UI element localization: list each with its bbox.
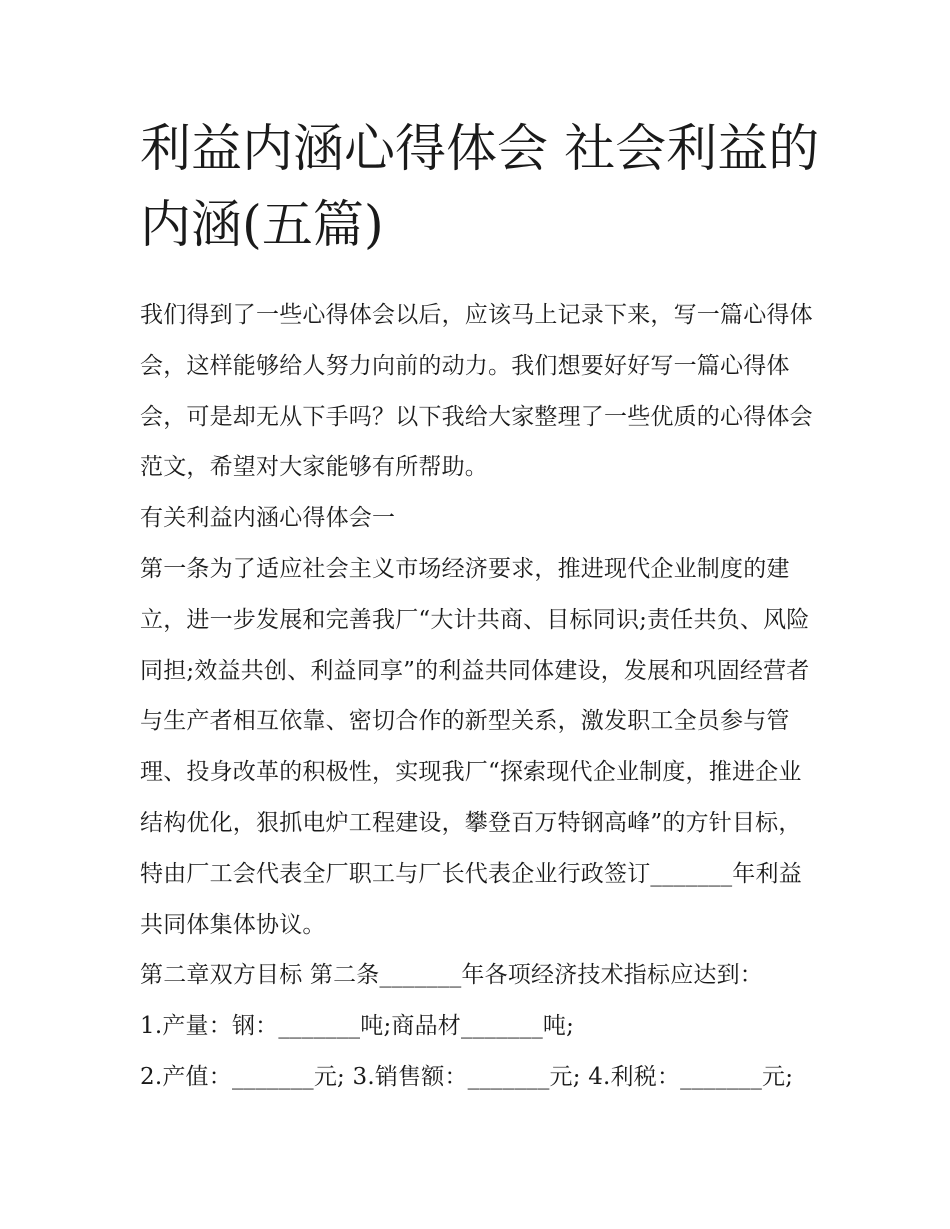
section-heading: 有关利益内涵心得体会一 [140, 505, 396, 532]
document-body [140, 112, 820, 1103]
value-targets-line: 2.产值：_______元; 3.销售额：_______元; 4.利税：_______元; [140, 1063, 794, 1090]
production-targets-line: 1.产量：钢：_______吨;商品材_______吨; [140, 1013, 575, 1040]
chapter-two-paragraph: 第二章双方目标 第二条_______年各项经济技术指标应达到： [140, 962, 764, 989]
intro-paragraph: 我们得到了一些心得体会以后，应该马上记录下来，写一篇心得体会，这样能够给人努力向前的动力。我们想要好好写一篇心得体会，可是却无从下手吗？以下我给大家整理了一些优质的心得体会范文，希望对大家能够有所帮助。 [140, 302, 813, 481]
article-one-paragraph: 第一条为了适应社会主义市场经济要求，推进现代企业制度的建立，进一步发展和完善我厂“大计共商、目标同识;责任共负、风险同担;效益共创、利益同享”的利益共同体建设，发展和巩固经营者与生产者相互依靠、密切合作的新型关系，激发职工全员参与管理、投身改革的积极性，实现我厂“探索现代企业制度，推进企业结构优化，狠抓电炉工程建设，攀登百万特钢高峰”的方针目标，特由厂工会代表全厂职工与厂长代表企业行政签订_______年利益共同体集体协议。 [140, 555, 810, 938]
document-title: 利益内涵心得体会 社会利益的内涵(五篇) [140, 120, 820, 255]
